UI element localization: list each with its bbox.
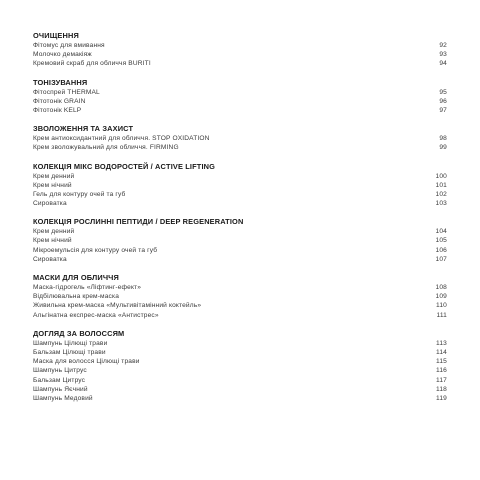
entry-page-number: 102 xyxy=(435,190,447,198)
toc-section xyxy=(33,124,447,152)
entry-title: Маска-гідрогель «Ліфтинг-ефект» xyxy=(33,284,142,291)
entry-title: Шампунь Медовий xyxy=(33,394,93,402)
toc-entry[interactable] xyxy=(33,357,447,366)
entry-title: Крем зволожувальний для обличчя. FIRMING xyxy=(33,144,179,152)
entry-page-number: 92 xyxy=(439,42,447,49)
toc-entry[interactable] xyxy=(33,41,447,50)
toc-entry[interactable] xyxy=(33,236,447,245)
entry-title: Шампунь Яєчний xyxy=(33,385,88,393)
toc-entry[interactable] xyxy=(33,255,447,264)
entry-page-number: 93 xyxy=(439,51,447,59)
entry-title: Мікроемульсія для контуру очей та губ xyxy=(33,246,158,254)
toc-entry[interactable] xyxy=(33,97,447,106)
entry-page-number: 98 xyxy=(439,135,447,143)
section-title: ОЧИЩЕННЯ xyxy=(33,31,79,40)
toc-section xyxy=(33,329,447,403)
toc-section xyxy=(33,31,447,69)
toc-entry[interactable] xyxy=(33,385,447,394)
entry-page-number: 111 xyxy=(436,311,447,319)
entry-title: Гель для контуру очей та губ xyxy=(33,190,126,198)
toc-entry[interactable] xyxy=(33,339,447,348)
toc-entry[interactable] xyxy=(33,366,447,375)
toc-entry[interactable] xyxy=(33,172,447,181)
entry-title: Відбілювальна крем-маска xyxy=(33,293,120,301)
entry-page-number: 101 xyxy=(435,181,447,189)
section-title: ЗВОЛОЖЕННЯ ТА ЗАХИСТ xyxy=(33,124,134,134)
toc-entry[interactable] xyxy=(33,301,447,310)
entry-title: Фітоспрей THERMAL xyxy=(33,88,100,96)
entry-title: Молочко демакіяж xyxy=(33,51,92,59)
section-title: МАСКИ ДЛЯ ОБЛИЧЧЯ xyxy=(33,273,119,282)
entry-page-number: 118 xyxy=(436,385,447,393)
entry-page-number: 115 xyxy=(436,358,447,366)
entry-page-number: 106 xyxy=(435,246,447,254)
entry-title: Крем нічний xyxy=(33,181,72,189)
entry-page-number: 104 xyxy=(435,228,447,236)
entry-page-number: 110 xyxy=(436,302,447,310)
entry-page-number: 95 xyxy=(439,88,447,96)
toc-entry[interactable] xyxy=(33,227,447,236)
toc-entry[interactable] xyxy=(33,88,447,97)
toc-section xyxy=(33,78,447,116)
entry-title: Крем антиоксидантний для обличчя. STOP OXIDATION xyxy=(33,135,210,143)
entry-title: Бальзам Цитрус xyxy=(33,376,86,384)
toc-entry[interactable] xyxy=(33,394,447,403)
entry-page-number: 94 xyxy=(439,60,447,68)
entry-title: Бальзам Цілющі трави xyxy=(33,348,106,356)
toc-entry[interactable] xyxy=(33,199,447,208)
entry-page-number: 97 xyxy=(439,106,447,114)
entry-title: Крем нічний xyxy=(33,237,72,245)
toc-section xyxy=(33,273,447,320)
toc-entry[interactable] xyxy=(33,59,447,68)
entry-page-number: 100 xyxy=(435,172,447,180)
entry-title: Шампунь Цілющі трави xyxy=(33,339,108,347)
toc-section xyxy=(33,162,447,209)
toc-entry[interactable] xyxy=(33,106,447,115)
entry-page-number: 116 xyxy=(436,367,447,375)
toc-entry[interactable] xyxy=(33,134,447,143)
entry-title: Крем денний xyxy=(33,228,75,236)
entry-title: Фітотонік GRAIN xyxy=(33,97,86,105)
entry-title: Шампунь Цитрус xyxy=(33,367,87,375)
toc-entry[interactable] xyxy=(33,283,447,292)
entry-title: Сироватка xyxy=(33,255,67,263)
entry-page-number: 114 xyxy=(436,348,447,356)
section-title: ДОГЛЯД ЗА ВОЛОССЯМ xyxy=(33,328,125,338)
section-title: КОЛЕКЦІЯ РОСЛИННІ ПЕПТИДИ / DEEP REGENERATION xyxy=(33,217,244,227)
entry-page-number: 117 xyxy=(436,376,447,384)
entry-page-number: 119 xyxy=(436,394,447,402)
entry-page-number: 109 xyxy=(435,293,447,301)
toc-entry[interactable] xyxy=(33,246,447,255)
section-title: КОЛЕКЦІЯ МІКС ВОДОРОСТЕЙ / ACTIVE LIFTING xyxy=(33,161,216,171)
toc-entry[interactable] xyxy=(33,143,447,152)
toc-entry[interactable] xyxy=(33,190,447,199)
entry-title: Живильна крем-маска «Мультивітамінний коктейль» xyxy=(33,302,202,310)
entry-title: Фітомус для вмивання xyxy=(33,42,105,49)
entry-title: Маска для волосся Цілющі трави xyxy=(33,358,140,366)
toc-entry[interactable] xyxy=(33,376,447,385)
entry-page-number: 99 xyxy=(439,144,447,152)
toc-entry[interactable] xyxy=(33,311,447,320)
section-title: ТОНІЗУВАННЯ xyxy=(33,77,88,87)
toc-entry[interactable] xyxy=(33,348,447,357)
entry-page-number: 108 xyxy=(435,284,447,291)
entry-page-number: 105 xyxy=(435,237,447,245)
toc-entry[interactable] xyxy=(33,50,447,59)
entry-page-number: 96 xyxy=(439,97,447,105)
entry-page-number: 103 xyxy=(435,200,447,208)
entry-page-number: 113 xyxy=(436,339,447,347)
entry-title: Кремовий скраб для обличчя BURITI xyxy=(33,60,151,68)
entry-title: Крем денний xyxy=(33,172,75,180)
entry-title: Альгінатна експрес-маска «Антистрес» xyxy=(33,311,159,319)
entry-title: Фітотонік KELP xyxy=(33,106,82,114)
entry-title: Сироватка xyxy=(33,200,67,208)
toc-section xyxy=(33,217,447,264)
toc-entry[interactable] xyxy=(33,181,447,190)
toc-entry[interactable] xyxy=(33,292,447,301)
entry-page-number: 107 xyxy=(435,255,447,263)
table-of-contents xyxy=(33,31,447,412)
